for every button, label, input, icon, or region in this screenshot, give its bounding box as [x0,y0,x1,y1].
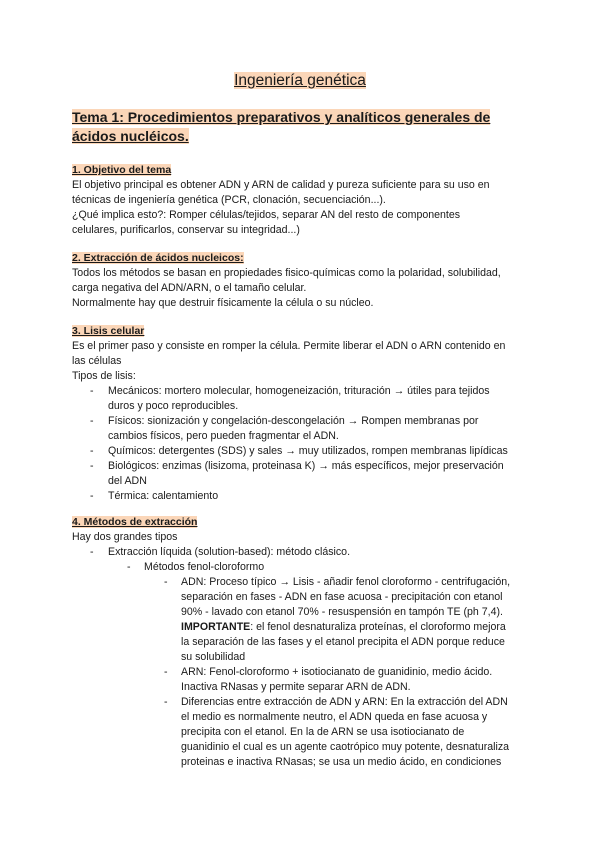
text-line: las células [72,355,122,367]
topic-heading: Tema 1: Procedimientos preparativos y analíticos generales de ácidos nucléicos. [72,109,491,144]
text-line: Es el primer paso y consiste en romper la célula. Permite liberar el ADN o ARN contenido en [72,340,506,352]
section-4-heading: 4. Métodos de extracción [72,516,198,528]
text-line: precipita con el etanol. En la de ARN se usa isotiocianato de [181,726,465,738]
list-bullet: - [90,445,94,457]
document-title: Ingeniería genética [234,72,366,89]
text-line: ¿Qué implica esto?: Romper células/tejidos, separar AN del resto de componentes [72,209,461,221]
text-line: Tipos de lisis: [72,370,136,382]
section-3-heading: 3. Lisis celular [72,325,145,337]
list-item [108,459,538,489]
text-line: Métodos fenol-cloroformo [144,561,265,573]
section-2-paragraph [72,266,542,311]
list-bullet: - [90,415,94,427]
list-bullet: - [164,666,168,678]
list-bullet: - [90,385,94,397]
text-line: Físicos: sionización y congelación-descongelación → Rompen membranas por [108,415,479,427]
list-item-level-2 [144,560,534,575]
important-text: : el fenol desnaturaliza proteínas, el cloroformo mejora [250,621,506,633]
list-bullet: - [164,696,168,708]
text-line: ARN: Fenol-cloroformo + isotiocianato de guanidinio, medio ácido. [181,666,493,678]
text-line: Mecánicos: mortero molecular, homogeneización, trituración → útiles para tejidos [108,385,490,397]
text-line: proteinas e inactiva RNasas; se usa un medio ácido, en condiciones [181,756,502,768]
list-item [108,384,538,414]
text-line: la separación de las fases y el etanol precipita el ADN porque reduce [181,636,505,648]
list-bullet: - [164,576,168,588]
list-bullet: - [90,490,94,502]
list-item-arn [181,665,541,695]
text-line: Biológicos: enzimas (lisizoma, proteinasa K) → más específicos, mejor preservación [108,460,504,472]
text-line: técnicas de ingeniería genética (PCR, clonación, secuenciación...). [72,194,386,206]
text-line: Extracción líquida (solution-based): método clásico. [108,546,351,558]
list-item-diferencias [181,695,541,770]
text-line: separación en fases - ADN en fase acuosa - precipitación con etanol [181,591,503,603]
list-bullet: - [90,546,94,558]
section-1-heading: 1. Objetivo del tema [72,164,172,176]
list-item [108,414,538,444]
text-line: Normalmente hay que destruir físicamente la célula o su núcleo. [72,297,374,309]
text-line [181,620,541,635]
text-line: El objetivo principal es obtener ADN y ARN de calidad y pureza suficiente para su uso en [72,179,490,191]
text-line: Químicos: detergentes (SDS) y sales → muy utilizados, rompen membranas lipídicas [108,445,508,457]
text-line: Inactiva RNasas y permite separar ARN de ADN. [181,681,411,693]
list-item-adn [181,575,541,665]
text-line: Hay dos grandes tipos [72,531,178,543]
list-bullet: - [127,561,131,573]
text-line: carga negativa del ADN/ARN, o el tamaño celular. [72,282,307,294]
important-label: IMPORTANTE [181,621,251,633]
text-line: del ADN [108,475,147,487]
text-line: Todos los métodos se basan en propiedades fisico-químicas como la polaridad, solubilidad, [72,267,501,279]
section-2-heading: 2. Extracción de ácidos nucleicos: [72,252,244,264]
section-3-paragraph [72,339,542,384]
text-line: Térmica: calentamiento [108,490,219,502]
list-item [108,489,538,504]
text-line: cambios físicos, pero pueden fragmentar el ADN. [108,430,339,442]
list-item [108,444,538,459]
text-line: el medio es normalmente neutro, el ADN queda en fase acuosa y [181,711,488,723]
section-1-paragraph [72,178,542,238]
text-line: su solubilidad [181,651,246,663]
text-line: guanidinio el cual es un agente caotrópico muy potente, desnaturaliza [181,741,510,753]
list-item-level-1 [108,545,538,560]
text-line: Diferencias entre extracción de ADN y ARN: En la extracción del ADN [181,696,508,708]
text-line: celulares, purificarlos, conservar su integridad...) [72,224,300,236]
list-bullet: - [90,460,94,472]
text-line: duros y poco reproducibles. [108,400,239,412]
text-line: 90% - lavado con etanol 70% - resuspensión en tampón TE (ph 7,4). [181,606,503,618]
text-line: ADN: Proceso típico → Lisis - añadir fenol cloroformo - centrifugación, [181,576,511,588]
section-4-intro [72,530,542,545]
